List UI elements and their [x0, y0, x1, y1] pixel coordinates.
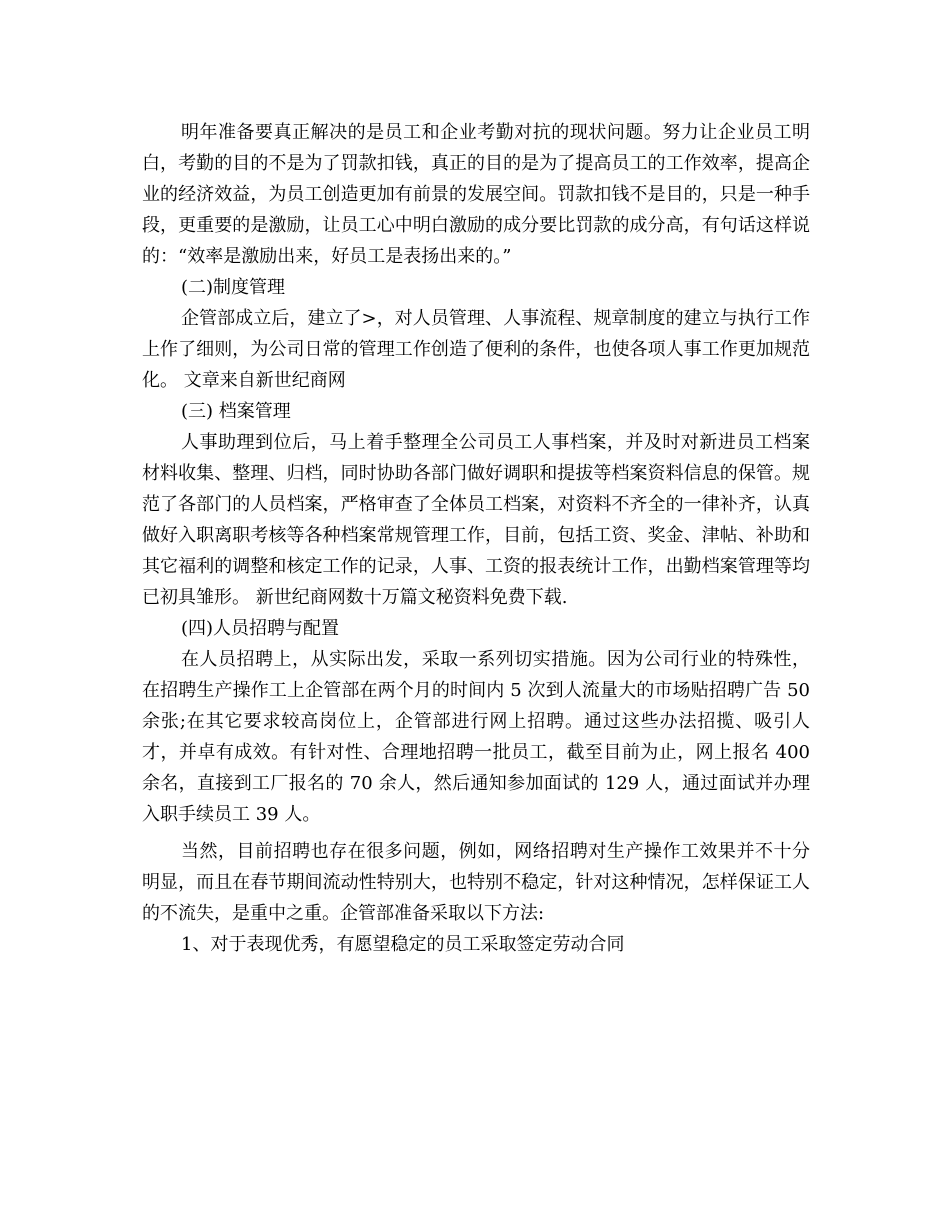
paragraph-recruitment: 在人员招聘上，从实际出发，采取一系列切实措施。因为公司行业的特殊性，在招聘生产操作工上企管部在两个月的时间内 5 次到人流量大的市场贴招聘广告 50 余张;在其它要求较高岗位上，企管部进行网上招聘。通过这些办法招揽、吸引人才，并卓有成效。有针对性、合理地招聘一批员工，截至目前为止，网上报名 400 余名，直接到工厂报名的 70 余人，然后通知参加面试的 129 人，通过面试并办理入职手续员工 39 人。	[142, 649, 810, 825]
paragraph-system-management: 企管部成立后，建立了>，对人员管理、人事流程、规章制度的建立与执行工作上作了细则，为公司日常的管理工作创造了便利的条件，也使各项人事工作更加规范化。 文章来自新世纪商网	[142, 308, 810, 391]
list-item-contract: 1、对于表现优秀，有愿望稳定的员工采取签定劳动合同	[181, 934, 625, 955]
paragraph-recruitment-problems: 当然，目前招聘也存在很多问题，例如，网络招聘对生产操作工效果并不十分明显，而且在春节期间流动性特别大，也特别不稳定，针对这种情况，怎样保证工人的不流失，是重中之重。企管部准备采取以下方法:	[142, 841, 810, 924]
heading-archive-management: (三) 档案管理	[181, 401, 291, 422]
heading-recruitment: (四)人员招聘与配置	[181, 618, 340, 639]
document-page	[142, 117, 810, 960]
paragraph-archive-management: 人事助理到位后，马上着手整理全公司员工人事档案，并及时对新进员工档案材料收集、整理、归档，同时协助各部门做好调职和提拔等档案资料信息的保管。规范了各部门的人员档案，严格审查了全体员工档案，对资料不齐全的一律补齐，认真做好入职离职考核等各种档案常规管理工作，目前，包括工资、奖金、津帖、补助和其它福利的调整和核定工作的记录，人事、工资的报表统计工作，出勤档案管理等均已初具雏形。 新世纪商网数十万篇文秘资料免费下载.	[142, 432, 810, 608]
heading-system-management: (二)制度管理	[181, 277, 286, 298]
paragraph-attendance: 明年准备要真正解决的是员工和企业考勤对抗的现状问题。努力让企业员工明白，考勤的目的不是为了罚款扣钱，真正的目的是为了提高员工的工作效率，提高企业的经济效益，为员工创造更加有前景的发展空间。罚款扣钱不是目的，只是一种手段，更重要的是激励，让员工心中明白激励的成分要比罚款的成分高，有句话这样说的：“效率是激励出来，好员工是表扬出来的。”	[142, 122, 810, 267]
